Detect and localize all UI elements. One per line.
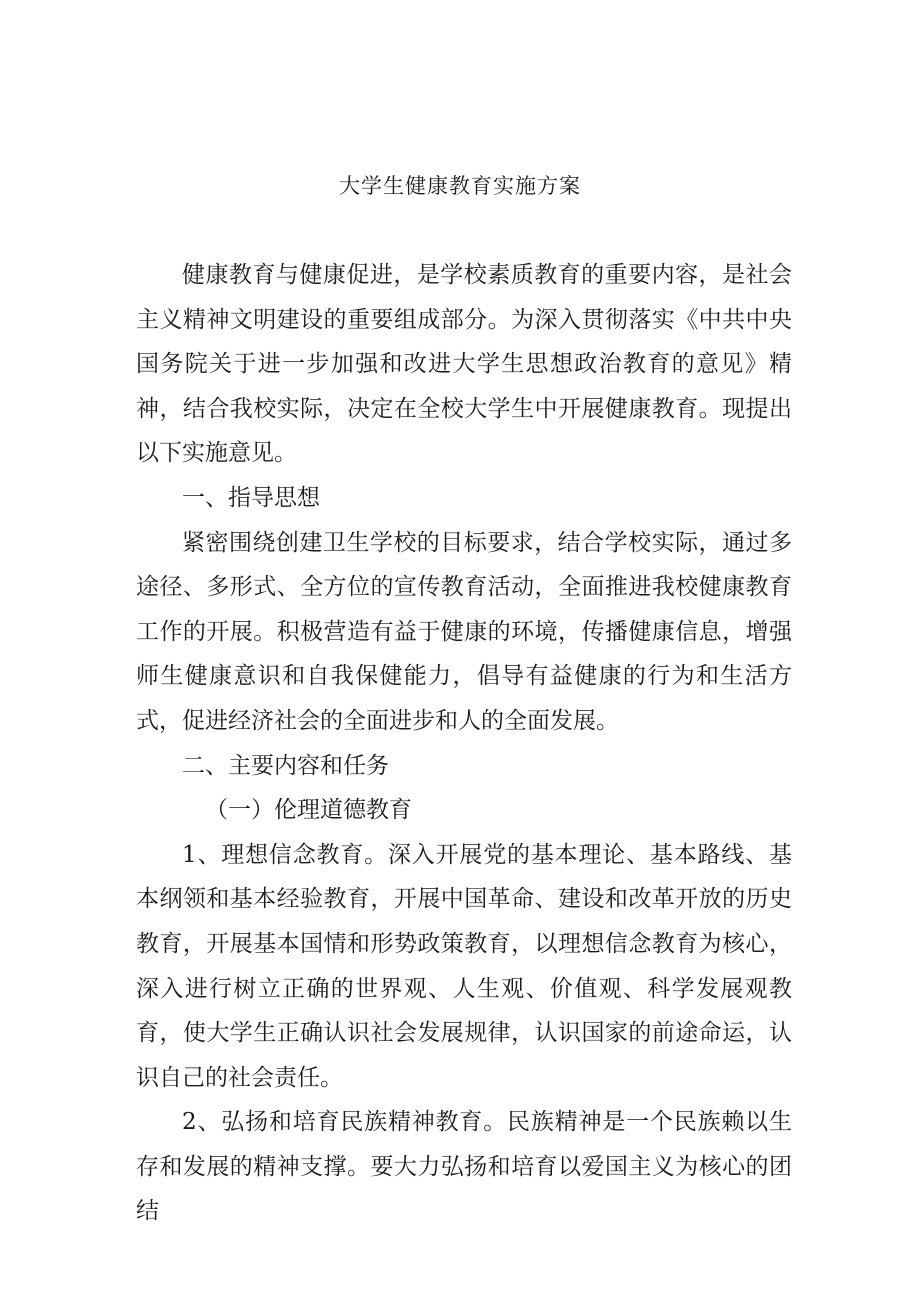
- section-heading-guiding-thought: 一、指导思想: [182, 484, 320, 511]
- intro-paragraph: 健康教育与健康促进，是学校素质教育的重要内容，是社会主义精神文明建设的重要组成部分。为深入贯彻落实《中共中央国务院关于进一步加强和改进大学生思想政治教育的意见》精神，结合我校实际，决定在全校大学生中开展健康教育。现提出以下实施意见。: [136, 262, 792, 467]
- section-heading-main-tasks: 二、主要内容和任务: [182, 752, 389, 779]
- document-body: [136, 253, 792, 1234]
- item-national-spirit-education: 2、弘扬和培育民族精神教育。民族精神是一个民族赖以生存和发展的精神支撑。要大力弘扬和培育以爱国主义为核心的团结: [136, 1109, 792, 1225]
- guiding-thought-paragraph: 紧密围绕创建卫生学校的目标要求，结合学校实际，通过多途径、多形式、全方位的宣传教育活动，全面推进我校健康教育工作的开展。积极营造有益于健康的环境，传播健康信息，增强师生健康意识和自我保健能力，倡导有益健康的行为和生活方式，促进经济社会的全面进步和人的全面发展。: [136, 529, 792, 734]
- document-title: 大学生健康教育实施方案: [339, 174, 581, 198]
- item-ideal-belief-education: 1、理想信念教育。深入开展党的基本理论、基本路线、基本纲领和基本经验教育，开展中国革命、建设和改革开放的历史教育，开展基本国情和形势政策教育，以理想信念教育为核心，深入进行树立正确的世界观、人生观、价值观、科学发展观教育，使大学生正确认识社会发展规律，认识国家的前途命运，认识自己的社会责任。: [136, 841, 792, 1091]
- subheading-ethics-education: （一）伦理道德教育: [205, 797, 412, 824]
